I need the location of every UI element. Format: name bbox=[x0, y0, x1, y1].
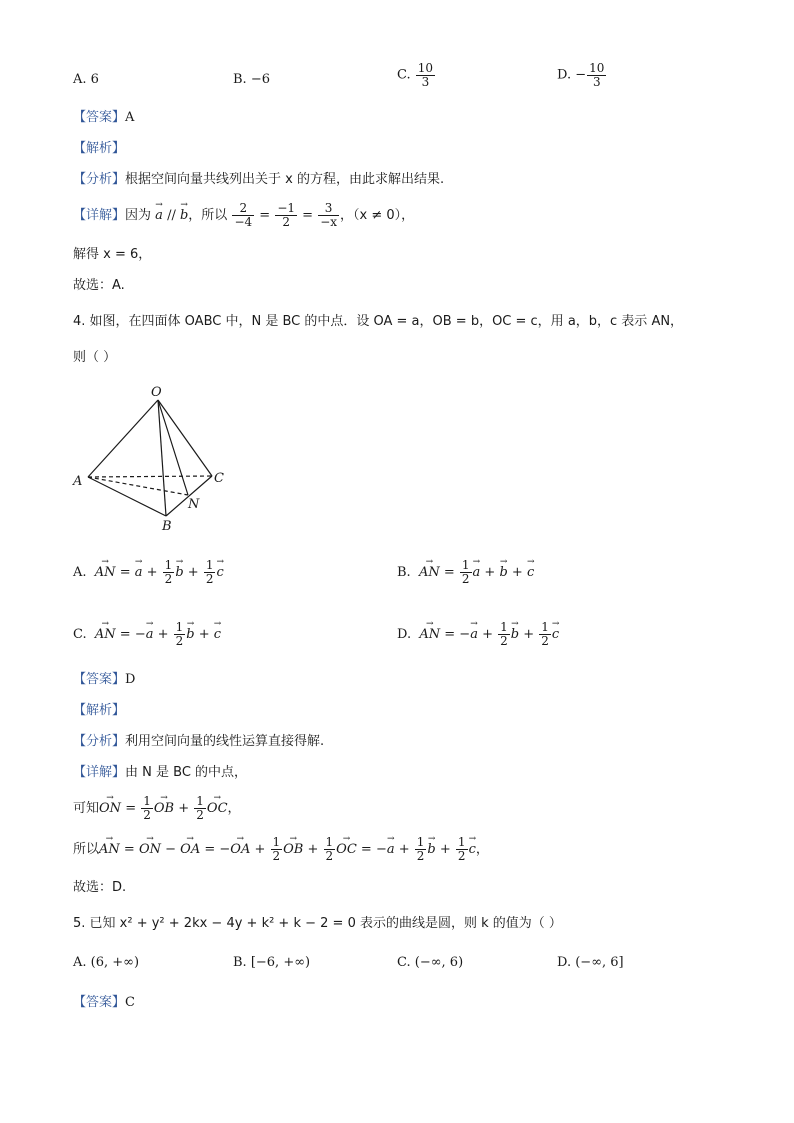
edge-ob bbox=[158, 400, 166, 516]
label-a: A bbox=[73, 474, 83, 489]
q4-kezhi: 可知→ ON = $\frac{1}{2}$ → OB + $\frac{1}{2}$ → OC， bbox=[73, 793, 241, 825]
q4-jiexi: 【解析】 bbox=[73, 703, 126, 718]
edge-oa bbox=[88, 400, 158, 477]
q5-stem: 5. 已知 x² + y² + 2kx − 4y + k² + k − 2 = 0 表示的曲线是圆，则 k 的值为（ ） bbox=[73, 916, 562, 931]
q3-option-a: A. 6 bbox=[73, 72, 99, 87]
q5-option-c: C. (−∞, 6) bbox=[397, 955, 464, 970]
q4-answer: 【答案】D bbox=[73, 672, 136, 687]
q3-xiangjie: 【详解】因为 → a // → b，所以 $\frac{2}{-4}$ = $\frac{-1}{2}$ = $\frac{3}{-x}$ ，（x ≠ 0）， bbox=[73, 196, 414, 236]
edge-ac-hidden bbox=[88, 476, 212, 477]
tetrahedron-figure bbox=[70, 382, 230, 532]
q3-option-b: B. −6 bbox=[233, 72, 270, 87]
q5-option-d: D. (−∞, 6] bbox=[557, 955, 624, 970]
q4-stem-line1: 4. 如图，在四面体 OABC 中，N 是 BC 的中点．设 OA = a，OB = b，OC = c，用 a，b，c 表示 AN， bbox=[73, 314, 684, 329]
label-o: O bbox=[151, 385, 162, 400]
q4-suoyi: 所以→ AN = → ON − → OA = −→ OA + $\frac{1}{2}$ → OB + $\frac{1}{2}$ → OC = −→ a + $\frac{1}{2}$ → b + $\frac{1}{2}$ → c， bbox=[73, 834, 489, 866]
q3-option-c: C. $\frac{10}{3}$ bbox=[397, 61, 434, 89]
q4-stem-line2: 则（ ） bbox=[73, 350, 117, 365]
q4-option-d: D. → AN = −→ a + $\frac{1}{2}$ → b + $\frac{1}{2}$ → c bbox=[397, 617, 559, 653]
edge-oc bbox=[158, 400, 212, 476]
q3-jiexi: 【解析】 bbox=[73, 141, 126, 156]
q4-fenxi: 【分析】利用空间向量的线性运算直接得解. bbox=[73, 734, 325, 749]
edge-on bbox=[158, 400, 188, 495]
q4-option-b: B. → AN = $\frac{1}{2}$ → a + → b + → c bbox=[397, 555, 534, 591]
label-b: B bbox=[162, 519, 172, 532]
label-n: N bbox=[188, 497, 200, 512]
q5-answer: 【答案】C bbox=[73, 995, 135, 1010]
q4-option-a: A. → AN = → a + $\frac{1}{2}$ → b + $\frac{1}{2}$ → c bbox=[73, 555, 224, 591]
q4-option-c: C. → AN = −→ a + $\frac{1}{2}$ → b + → c bbox=[73, 617, 221, 653]
q3-option-d: D. − $\frac{10}{3}$ bbox=[557, 61, 605, 89]
q3-answer: 【答案】A bbox=[73, 110, 135, 125]
edge-an-hidden bbox=[88, 477, 188, 495]
label-c: C bbox=[214, 471, 224, 486]
q3-choose: 故选：A. bbox=[73, 278, 125, 293]
q5-option-b: B. [−6, +∞) bbox=[233, 955, 311, 970]
q5-option-a: A. (6, +∞) bbox=[73, 955, 140, 970]
q3-fenxi: 【分析】根据空间向量共线列出关于 x 的方程，由此求解出结果. bbox=[73, 172, 445, 187]
q4-xiangjie: 【详解】由 N 是 BC 的中点， bbox=[73, 765, 248, 780]
q4-choose: 故选：D. bbox=[73, 880, 127, 895]
q3-solve: 解得 x = 6， bbox=[73, 247, 152, 262]
edge-ab bbox=[88, 477, 166, 516]
